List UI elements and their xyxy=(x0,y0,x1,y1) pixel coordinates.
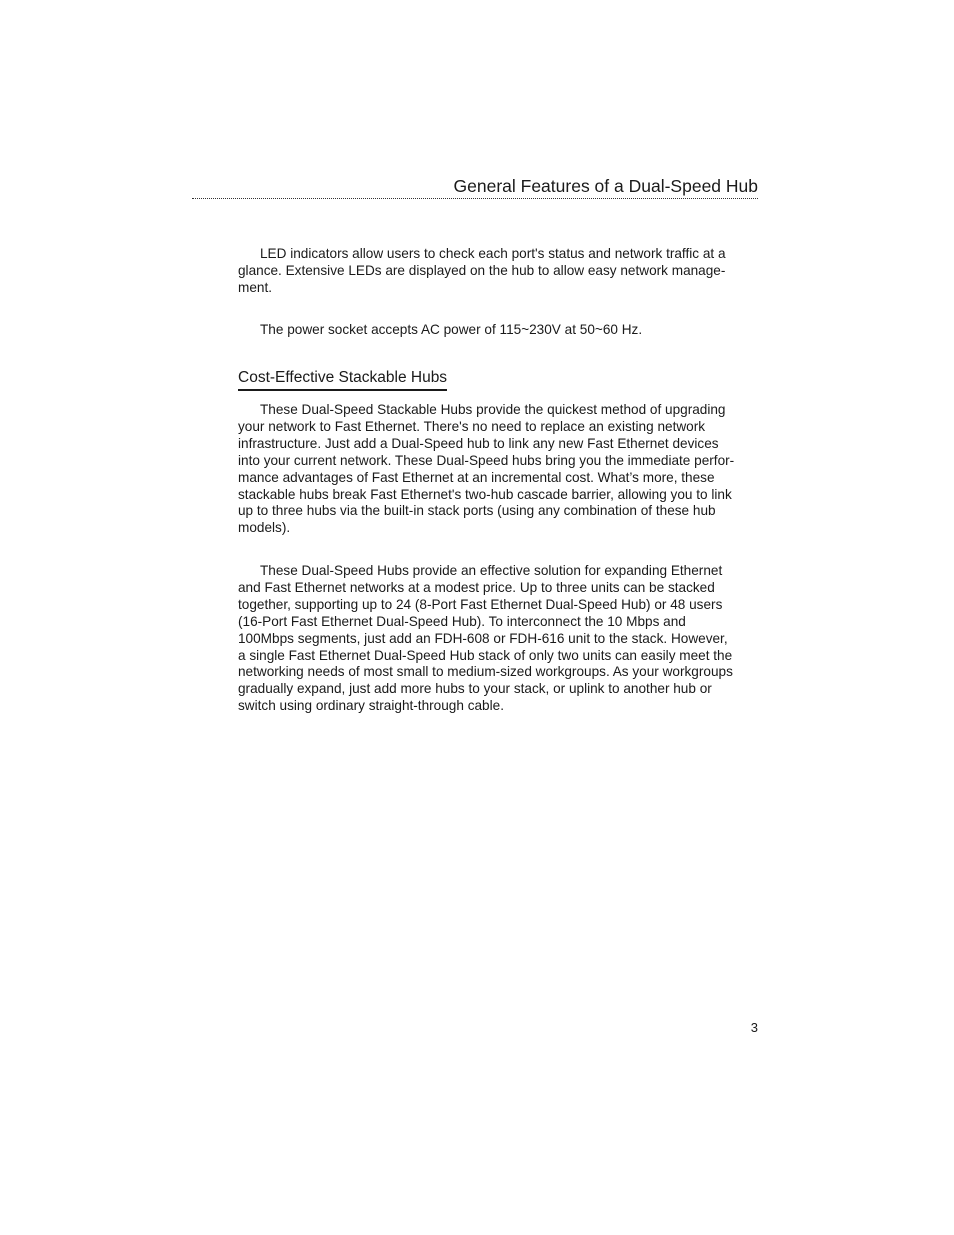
text-line: The power socket accepts AC power of 115~230V at 50~60 Hz. xyxy=(260,322,643,337)
header-dotted-rule xyxy=(192,198,758,199)
text-line: glance. Extensive LEDs are displayed on the hub to allow easy network manage- xyxy=(238,262,726,278)
paragraph-led-indicators xyxy=(238,246,758,297)
text-line: a single Fast Ethernet Dual-Speed Hub stack of only two units can easily meet the xyxy=(238,647,733,663)
paragraph-power-socket xyxy=(238,322,758,339)
text-line: ment. xyxy=(238,279,272,295)
text-line: networking needs of most small to medium-sized workgroups. As your workgroups xyxy=(238,664,733,680)
text-line: stackable hubs break Fast Ethernet's two-hub cascade barrier, allowing you to link xyxy=(238,486,732,502)
text-line: switch using ordinary straight-through cable. xyxy=(238,698,504,714)
text-line: (16-Port Fast Ethernet Dual-Speed Hub). To interconnect the 10 Mbps and xyxy=(238,613,686,629)
text-line: models). xyxy=(238,520,291,536)
text-line: mance advantages of Fast Ethernet at an incremental cost. What’s more, these xyxy=(238,469,715,485)
text-line: These Dual-Speed Hubs provide an effective solution for expanding Ethernet xyxy=(260,563,723,578)
text-line: together, supporting up to 24 (8-Port Fast Ethernet Dual-Speed Hub) or 48 users xyxy=(238,596,723,612)
text-line: up to three hubs via the built-in stack ports (using any combination of these hub xyxy=(238,503,716,519)
text-line: 100Mbps segments, just add an FDH-608 or FDH-616 unit to the stack. However, xyxy=(238,630,728,646)
text-line: gradually expand, just add more hubs to your stack, or uplink to another hub or xyxy=(238,681,712,697)
section-heading: Cost-Effective Stackable Hubs xyxy=(238,368,447,391)
text-line: into your current network. These Dual-Speed hubs bring you the immediate perfor- xyxy=(238,452,735,468)
text-line: your network to Fast Ethernet. There's no need to replace an existing network xyxy=(238,418,706,434)
running-header: General Features of a Dual-Speed Hub xyxy=(453,176,758,196)
paragraph-stackable-hubs xyxy=(238,402,758,537)
paragraph-expanding-solution xyxy=(238,563,758,715)
text-line: and Fast Ethernet networks at a modest price. Up to three units can be stacked xyxy=(238,579,715,595)
text-line: These Dual-Speed Stackable Hubs provide the quickest method of upgrading xyxy=(260,402,726,417)
page-number: 3 xyxy=(750,1020,758,1035)
text-line: infrastructure. Just add a Dual-Speed hub to link any new Fast Ethernet devices xyxy=(238,435,719,451)
text-line: LED indicators allow users to check each port's status and network traffic at a xyxy=(260,246,726,261)
